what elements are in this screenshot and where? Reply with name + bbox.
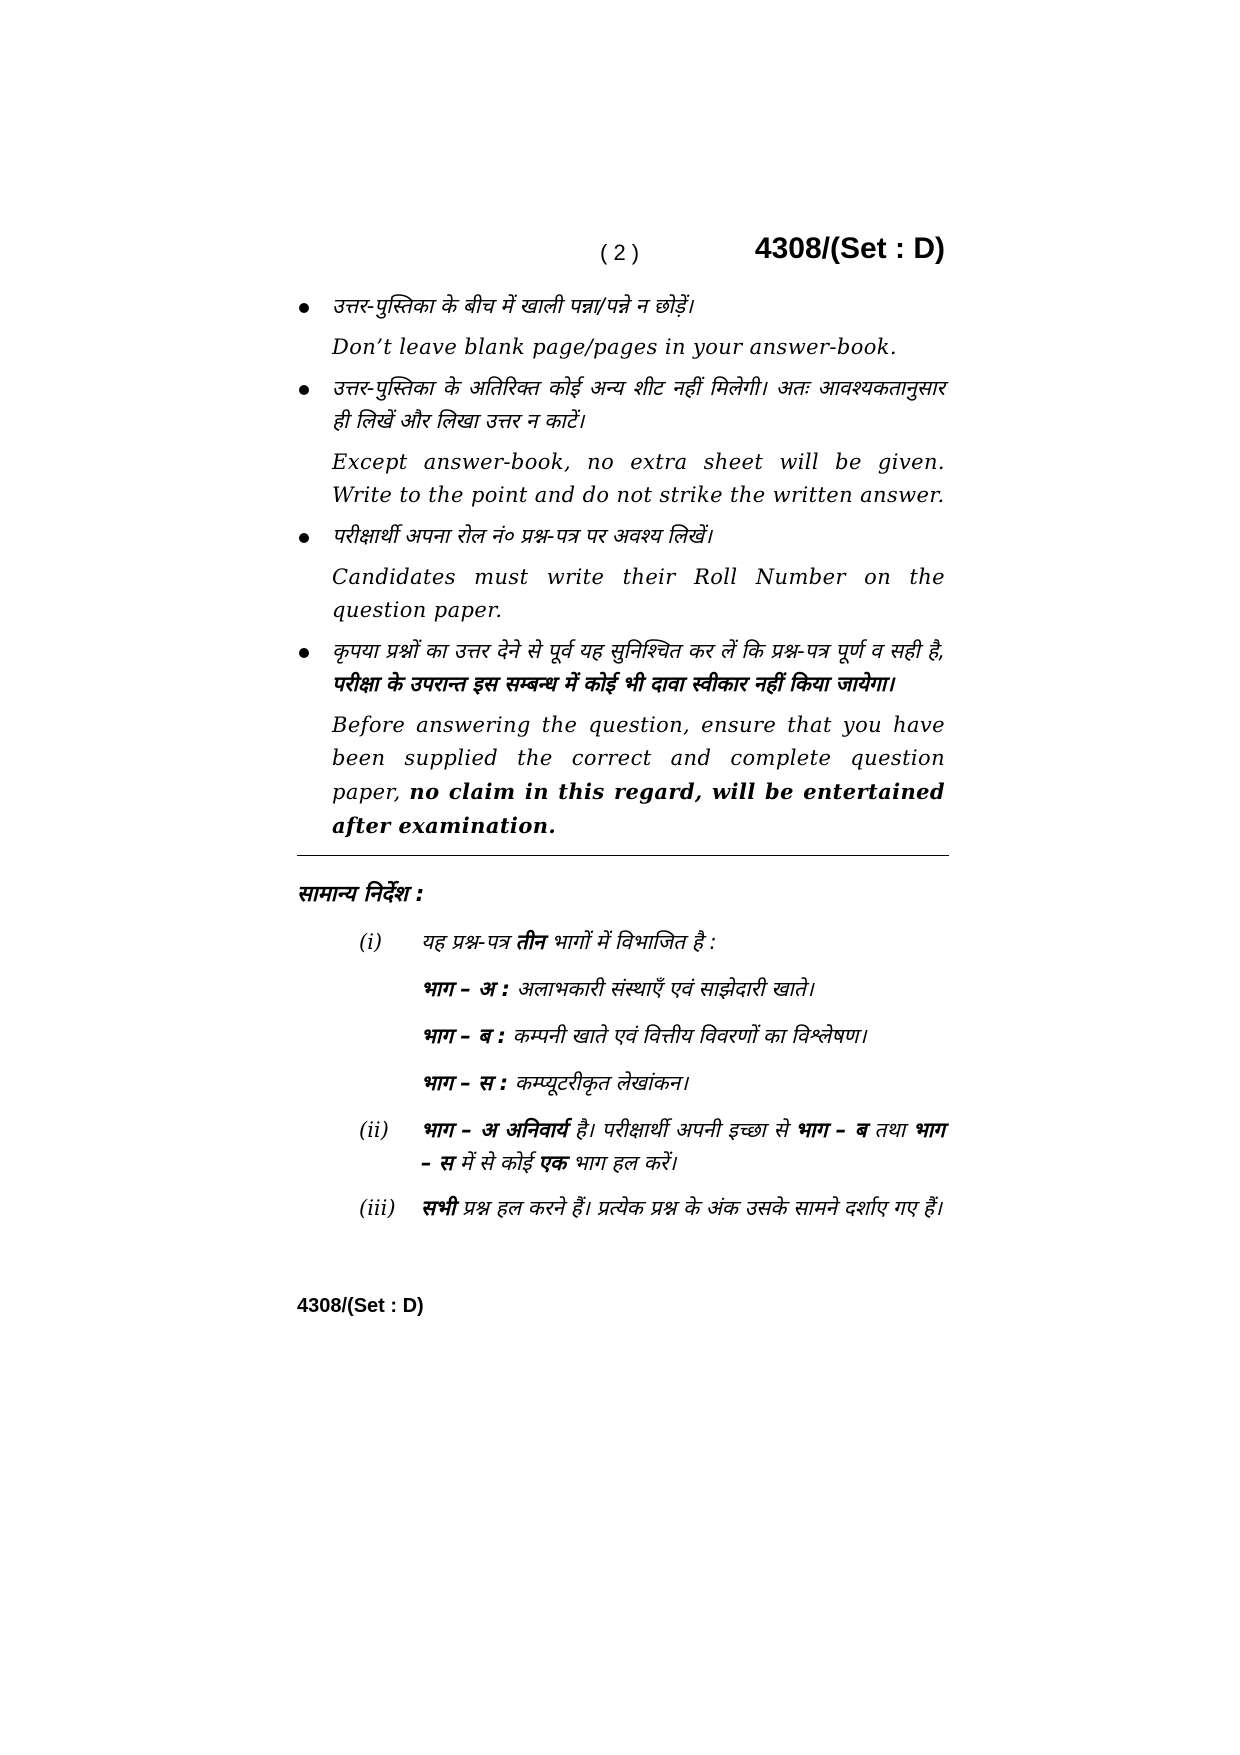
instruction-english: Except answer-book, no extra sheet will be given. Write to the point and do not strike the written answer. <box>332 450 945 507</box>
set-code-header: 4308/(Set : D) <box>754 232 945 265</box>
item-text-part: भाग हल करें। <box>572 1151 677 1175</box>
instruction-item <box>297 290 945 364</box>
instruction-hindi-bold: परीक्षा के उपरान्त इस सम्बन्ध में कोई भी दावा स्वीकार नहीं किया जायेगा। <box>332 672 895 696</box>
instruction-english-bold: no claim in this regard, will be entertained after examination. <box>332 779 945 838</box>
instruction-english <box>332 709 945 843</box>
instruction-item <box>297 372 945 512</box>
page-number: ( 2 ) <box>600 240 640 265</box>
item-text-part: यह प्रश्न-पत्र <box>421 930 509 954</box>
part-label: भाग – ब : <box>421 1024 506 1048</box>
item-numeral: (ii) <box>359 1118 389 1142</box>
instruction-hindi <box>332 635 945 701</box>
instruction-english: Don’t leave blank page/pages in your answer-book. <box>332 335 897 359</box>
part-line <box>421 1067 945 1100</box>
part-label: भाग – अ : <box>421 977 510 1001</box>
divider <box>297 855 949 856</box>
bullet-icon <box>299 303 309 313</box>
item-text-bold: भाग – ब <box>795 1118 867 1142</box>
item-text-part: है। परीक्षार्थी अपनी इच्छा से <box>574 1118 788 1142</box>
general-instructions-title: सामान्य निर्देश : <box>297 882 425 907</box>
page-header <box>295 232 945 272</box>
item-text-bold: भाग – स <box>421 1118 945 1175</box>
item-numeral: (i) <box>359 930 383 954</box>
instruction-hindi: उत्तर-पुस्तिका के बीच में खाली पन्ना/पन्ने न छोड़ें। <box>332 294 694 318</box>
instruction-item <box>297 520 945 627</box>
bullet-icon <box>299 648 309 658</box>
instruction-hindi: परीक्षार्थी अपना रोल नं० प्रश्न-पत्र पर अवश्य लिखें। <box>332 524 712 548</box>
item-text-part: तथा <box>874 1118 906 1142</box>
part-text: कम्प्यूटरीकृत लेखांकन। <box>514 1071 689 1095</box>
general-item <box>297 926 945 1100</box>
item-text-bold: तीन <box>515 930 545 954</box>
part-text: कम्पनी खाते एवं वित्तीय विवरणों का विश्लेषण। <box>512 1024 867 1048</box>
general-item <box>297 1114 945 1180</box>
part-line <box>421 973 945 1006</box>
bullet-icon <box>299 385 309 395</box>
instruction-item <box>297 635 945 843</box>
general-item <box>297 1192 945 1225</box>
set-code-footer: 4308/(Set : D) <box>297 1295 424 1317</box>
part-text: अलाभकारी संस्थाएँ एवं साझेदारी खाते। <box>516 977 814 1001</box>
instructions-block <box>297 290 945 1225</box>
instruction-hindi-text: कृपया प्रश्नों का उत्तर देने से पूर्व यह सुनिश्चित कर लें कि प्रश्न-पत्र पूर्ण व सही है, <box>332 639 945 663</box>
instruction-hindi: उत्तर-पुस्तिका के अतिरिक्त कोई अन्य शीट नहीं मिलेगी। अतः आवश्यकतानुसार ही लिखें और लिखा उत्तर न काटें। <box>332 376 945 433</box>
item-numeral: (iii) <box>359 1196 396 1220</box>
item-text <box>421 1114 945 1180</box>
part-line <box>421 1020 945 1053</box>
item-text-bold: एक <box>538 1151 567 1175</box>
bullet-icon <box>299 533 309 543</box>
item-text-part: प्रश्न हल करने हैं। प्रत्येक प्रश्न के अंक उसके सामने दर्शाए गए हैं। <box>462 1196 943 1220</box>
item-text <box>421 926 945 959</box>
instruction-english-text: Before answering the question, ensure that you have been supplied the correct and complete question paper, <box>332 713 945 804</box>
instruction-english: Candidates must write their Roll Number on the question paper. <box>332 565 945 622</box>
item-text-part: भागों में विभाजित है : <box>551 930 717 954</box>
item-text <box>421 1192 945 1225</box>
item-text-bold: भाग – अ अनिवार्य <box>421 1118 568 1142</box>
part-label: भाग – स : <box>421 1071 509 1095</box>
item-text-part: में से कोई <box>459 1151 532 1175</box>
item-text-bold: सभी <box>421 1196 456 1220</box>
